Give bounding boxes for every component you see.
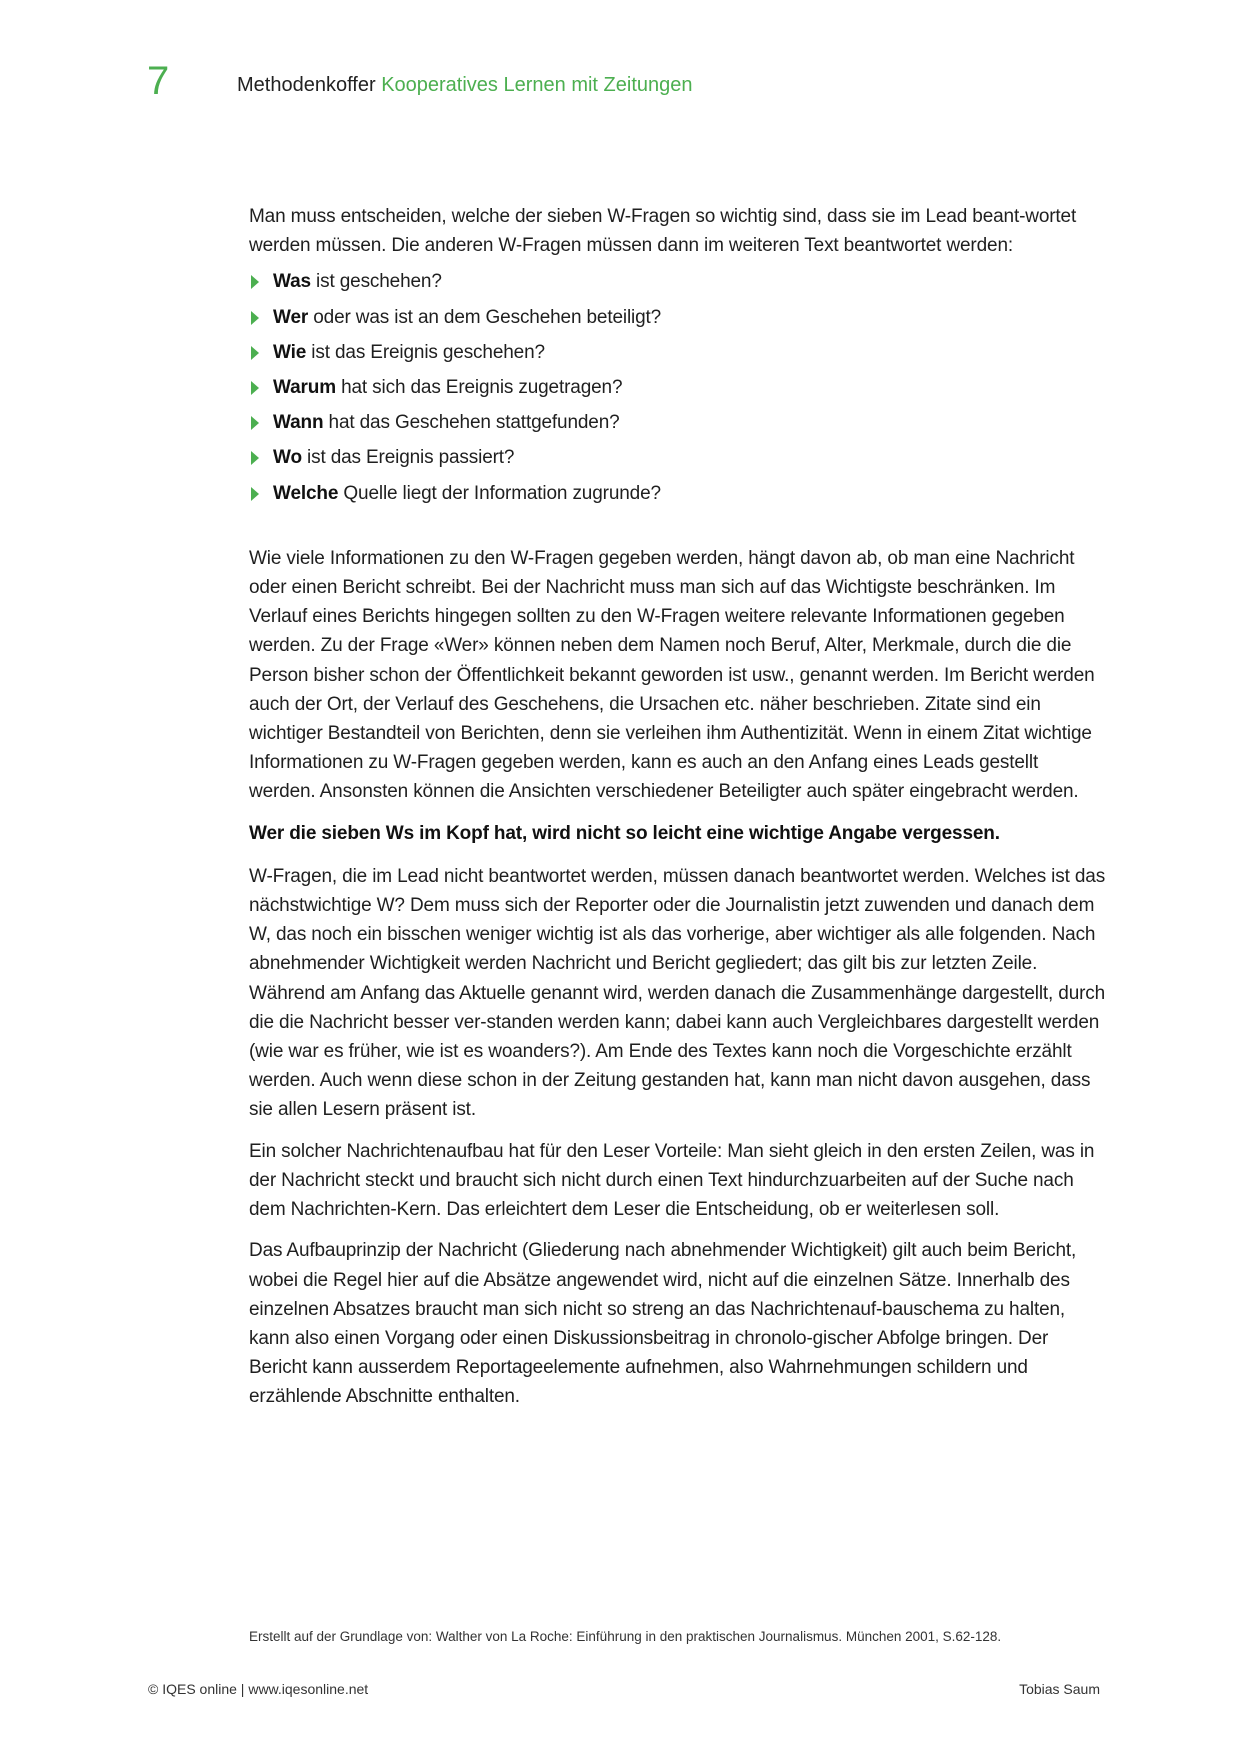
list-item bbox=[249, 335, 1109, 370]
list-item bbox=[249, 476, 1109, 511]
w-question-text: hat das Geschehen stattgefunden? bbox=[323, 412, 620, 434]
w-keyword: Wer bbox=[273, 306, 309, 328]
w-question-text: ist geschehen? bbox=[310, 271, 442, 293]
intro-paragraph: Man muss entscheiden, welche der sieben W-Fragen so wichtig sind, dass sie im Lead beant-wortet werden müssen. Die anderen W-Fragen müssen dann im weiteren Text beantwortet werden: bbox=[249, 206, 1077, 257]
page-number: 7 bbox=[147, 59, 170, 103]
w-question-text: hat sich das Ereignis zugetragen? bbox=[335, 377, 623, 399]
triangle-bullet-icon bbox=[251, 451, 259, 465]
w-keyword: Wo bbox=[273, 447, 302, 469]
body-paragraph-4: Das Aufbauprinzip der Nachricht (Gliederung nach abnehmender Wichtigkeit) gilt auch beim Bericht, wobei die Regel hier auf die Absätze angewendet wird, nicht auf die einzelnen Sätze. Innerhalb des einzelnen Absatzes braucht man sich nicht so streng an das Nachrichtenauf-bauschema zu halten, kann also einen Vorgang oder einen Diskussionsbeitrag in chronolo-gischer Abfolge bringen. Der Bericht kann ausserdem Reportageelemente aufnehmen, also Wahrnehmungen schildern und erzählende Abschnitte enthalten. bbox=[249, 1240, 1077, 1408]
list-item bbox=[249, 264, 1109, 299]
w-questions-list bbox=[249, 264, 1109, 510]
list-item bbox=[249, 440, 1109, 475]
main-content bbox=[249, 202, 1109, 1424]
highlight-statement: Wer die sieben Ws im Kopf hat, wird nicht so leicht eine wichtige Angabe vergessen. bbox=[249, 822, 1000, 844]
list-item bbox=[249, 405, 1109, 440]
triangle-bullet-icon bbox=[251, 311, 259, 325]
w-keyword: Wann bbox=[273, 412, 324, 434]
w-keyword: Welche bbox=[273, 482, 339, 504]
w-question-text: oder was ist an dem Geschehen beteiligt? bbox=[308, 306, 662, 328]
triangle-bullet-icon bbox=[251, 487, 259, 501]
w-question-text: ist das Ereignis geschehen? bbox=[306, 341, 545, 363]
source-note: Erstellt auf der Grundlage von: Walther von La Roche: Einführung in den praktischen Journalismus. München 2001, S.62-128. bbox=[249, 1629, 1002, 1644]
footer-copyright: © IQES online | www.iqesonline.net bbox=[148, 1681, 369, 1697]
footer-author: Tobias Saum bbox=[1019, 1681, 1100, 1697]
series-title: Methodenkoffer bbox=[237, 74, 376, 96]
w-question-text: Quelle liegt der Information zugrunde? bbox=[338, 482, 661, 504]
list-item bbox=[249, 370, 1109, 405]
body-paragraph-1: Wie viele Informationen zu den W-Fragen gegeben werden, hängt davon ab, ob man eine Nachricht oder einen Bericht schreibt. Bei der Nachricht muss man sich auf das Wichtigste beschränken. Im Verlauf eines Berichts hingegen sollten zu den W-Fragen weitere relevante Informationen gegeben werden. Zu der Frage «Wer» können neben dem Namen noch Beruf, Alter, Merkmale, durch die die Person bisher schon der Öffentlichkeit bekannt geworden ist usw., genannt werden. Im Bericht werden auch der Ort, der Verlauf des Geschehens, die Ursachen etc. näher beschrieben. Zitate sind ein wichtiger Bestandteil von Berichten, denn sie verleihen ihm Authentizität. Wenn in einem Zitat wichtige Informationen zu W-Fragen gegeben werden, kann es auch an den Anfang eines Leads gestellt werden. Ansonsten können die Ansichten verschiedener Beteiligter auch später eingebracht werden. bbox=[249, 547, 1095, 803]
body-paragraph-2: W-Fragen, die im Lead nicht beantwortet werden, müssen danach beantwortet werden. Welches ist das nächstwichtige W? Dem muss sich der Reporter oder die Journalistin jetzt zuwenden und danach dem W, das noch ein bisschen weniger wichtig ist als das vorherige, aber wichtiger als alle folgenden. Nach abnehmender Wichtigkeit werden Nachricht und Bericht gegliedert; das gilt bis zur letzten Zeile. Während am Anfang das Aktuelle genannt wird, werden danach die Zusammenhänge dargestellt, durch die die Nachricht besser ver-standen werden kann; dabei kann auch Vergleichbares dargestellt werden (wie war es früher, wie ist es woanders?). Am Ende des Textes kann noch die Vorgeschichte erzählt werden. Auch wenn diese schon in der Zeitung gestanden hat, kann man nicht davon ausgehen, dass sie allen Lesern präsent ist. bbox=[249, 865, 1106, 1121]
triangle-bullet-icon bbox=[251, 416, 259, 430]
running-header bbox=[237, 72, 693, 98]
document-subtitle: Kooperatives Lernen mit Zeitungen bbox=[381, 74, 693, 96]
triangle-bullet-icon bbox=[251, 275, 259, 289]
w-keyword: Wie bbox=[273, 341, 307, 363]
triangle-bullet-icon bbox=[251, 346, 259, 360]
list-item bbox=[249, 300, 1109, 335]
w-question-text: ist das Ereignis passiert? bbox=[301, 447, 515, 469]
w-keyword: Was bbox=[273, 271, 311, 293]
triangle-bullet-icon bbox=[251, 381, 259, 395]
body-paragraph-3: Ein solcher Nachrichtenaufbau hat für den Leser Vorteile: Man sieht gleich in den ersten Zeilen, was in der Nachricht steckt und braucht sich nicht durch einen Text hindurchzuarbeiten auf der Suche nach dem Nachrichten-Kern. Das erleichtert dem Leser die Entscheidung, ob er weiterlesen soll. bbox=[249, 1140, 1095, 1221]
w-keyword: Warum bbox=[273, 377, 336, 399]
